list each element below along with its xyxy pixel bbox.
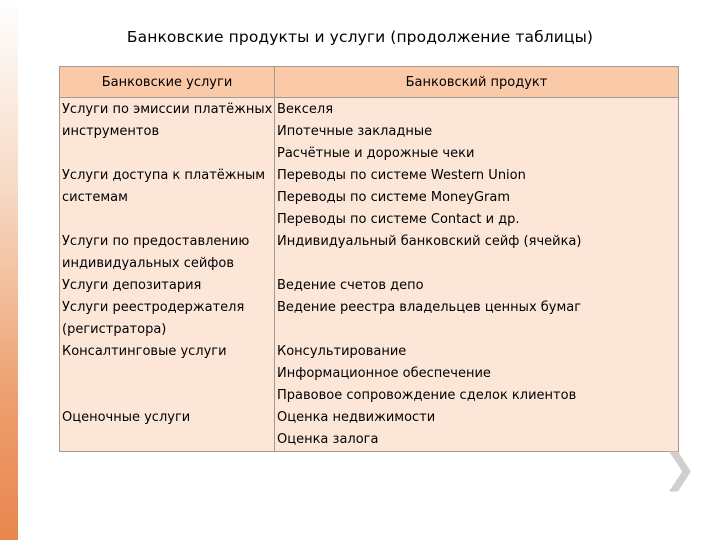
products-cell [275,341,679,407]
service-cell [60,165,275,231]
product-line: Переводы по системе Western Union [277,168,526,183]
service-cell [60,407,275,452]
service-line: Услуги депозитария [62,278,202,293]
column-header-services: Банковские услуги [60,67,275,98]
service-line: Услуги реестродержателя [62,300,245,315]
products-cell [275,275,679,297]
product-line: Индивидуальный банковский сейф (ячейка) [277,234,582,249]
product-line: Ведение счетов депо [277,278,424,293]
page-title: Банковские продукты и услуги (продолжение таблицы) [126,28,594,46]
service-line: Услуги по эмиссии платёжных [62,102,273,117]
services-table [59,66,679,452]
products-cell [275,98,679,166]
service-line: системам [62,190,128,205]
product-line: Правовое сопровождение сделок клиентов [277,388,577,403]
product-line: Ипотечные закладные [277,124,433,139]
service-line: Консалтинговые услуги [62,344,227,359]
table-row [60,231,679,275]
decorative-left-bar [0,0,18,540]
service-line: инструментов [62,124,160,139]
product-line: Расчётные и дорожные чеки [277,146,475,161]
service-line [62,143,274,165]
table-row [60,297,679,341]
product-line: Векселя [277,102,334,117]
service-line [62,429,274,451]
service-line [62,363,274,385]
service-cell [60,297,275,341]
service-line [62,385,274,407]
product-line: Переводы по системе Contact и др. [277,212,520,227]
service-line: Услуги по предоставлению [62,234,250,249]
service-line: (регистратора) [62,322,167,337]
product-line: Переводы по системе MoneyGram [277,190,511,205]
table-body [60,98,679,452]
products-cell [275,165,679,231]
products-cell [275,407,679,452]
table-row [60,407,679,452]
table-row [60,275,679,297]
service-line [62,209,274,231]
product-line: Оценка залога [277,432,379,447]
table-row [60,98,679,166]
service-line: Оценочные услуги [62,410,191,425]
products-cell [275,231,679,275]
service-cell [60,275,275,297]
product-line [277,253,678,275]
table-header-row [60,67,679,98]
product-line: Ведение реестра владельцев ценных бумаг [277,300,582,315]
service-cell [60,231,275,275]
product-line [277,319,678,341]
products-cell [275,297,679,341]
service-line: индивидуальных сейфов [62,256,235,271]
service-cell [60,341,275,407]
service-cell [60,98,275,166]
product-line: Информационное обеспечение [277,366,491,381]
chevron-right-icon[interactable]: ❯ [663,446,697,492]
product-line: Оценка недвижимости [277,410,436,425]
column-header-products: Банковский продукт [275,67,679,98]
table-row [60,165,679,231]
table-row [60,341,679,407]
service-line: Услуги доступа к платёжным [62,168,266,183]
product-line: Консультирование [277,344,407,359]
